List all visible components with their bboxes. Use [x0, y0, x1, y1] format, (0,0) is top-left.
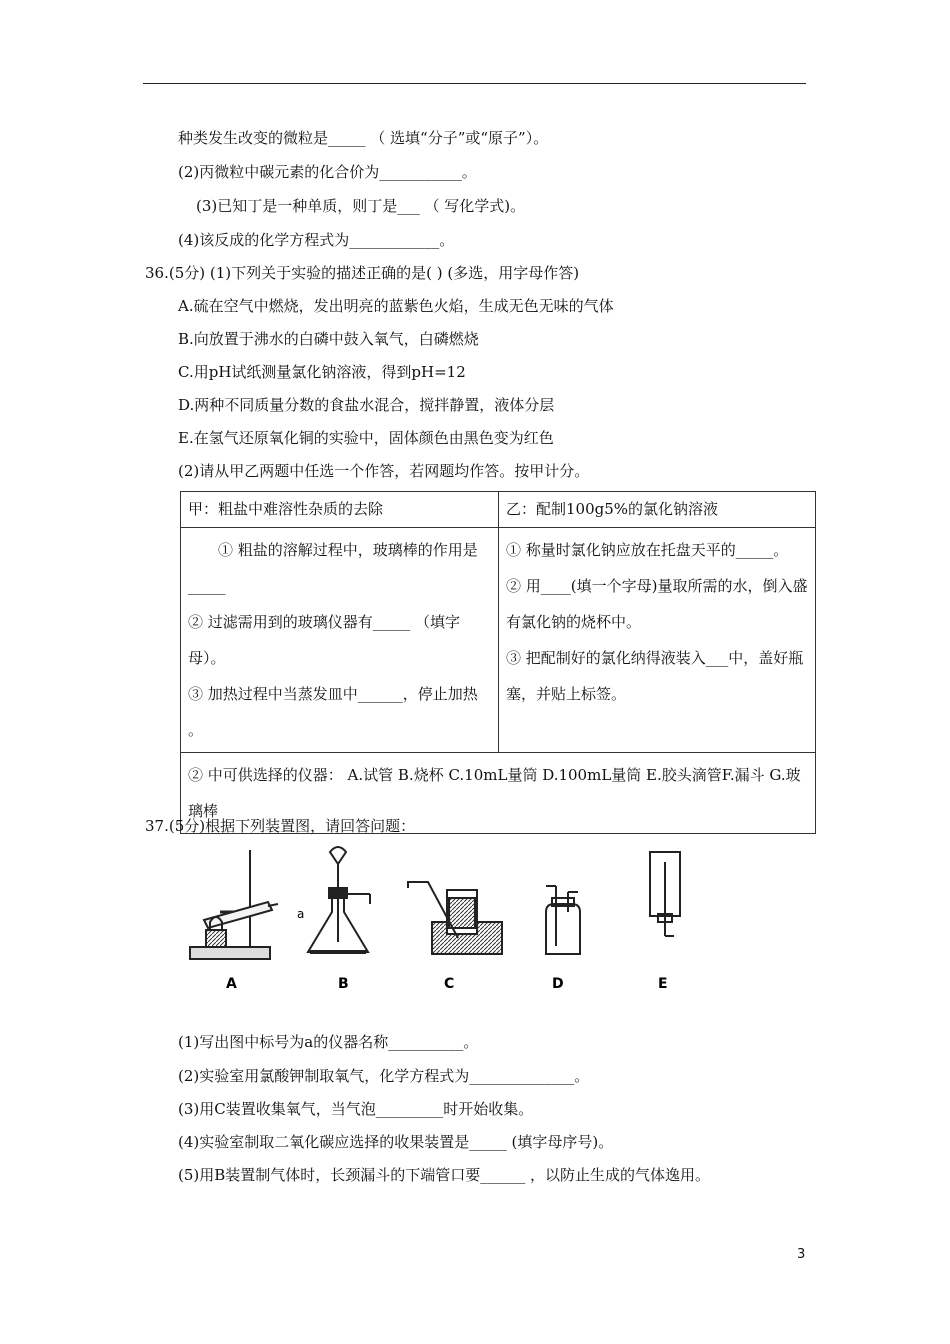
- q36-option-a: A.硫在空气中燃烧，发出明亮的蓝紫色火焰，生成无色无味的气体: [178, 297, 614, 315]
- q36-part2-instruction: (2)请从甲乙两题中任选一个作答，若网题均作答。按甲计分。: [178, 462, 590, 480]
- q37-question-5: (5)用B装置制气体时，长颈漏斗的下端管口要______ ，以防止生成的气体逸用。: [178, 1166, 711, 1184]
- yi-body: [499, 528, 816, 753]
- jia-item-1: ① 粗盐的溶解过程中，玻璃棒的作用是_____: [188, 541, 478, 595]
- marker-a-label: a: [297, 907, 305, 921]
- yi-item-1: ① 称量时氯化钠应放在托盘天平的_____。: [506, 541, 789, 559]
- apparatus-label-c: C: [444, 976, 455, 992]
- q37-question-1: (1)写出图中标号为a的仪器名称__________。: [178, 1033, 479, 1051]
- jia-title: 甲：粗盐中难溶性杂质的去除: [181, 492, 499, 528]
- yi-item-3: ③ 把配制好的氯化纳得液装入___中，盖好瓶塞，并贴上标签。: [506, 649, 804, 703]
- q36-choice-table: [180, 491, 816, 834]
- jia-item-2: ② 过滤需用到的玻璃仪器有_____ （填字母）。: [188, 613, 461, 667]
- apparatus-label-d: D: [552, 976, 564, 992]
- yi-title: 乙：配制100g5%的氯化钠溶液: [499, 492, 816, 528]
- q37-question-3: (3)用C装置收集氧气，当气泡_________时开始收集。: [178, 1100, 534, 1118]
- q37-question-2: (2)实验室用氯酸钾制取氧气，化学方程式为______________。: [178, 1067, 590, 1085]
- q37-header: 37.(5分)根据下列装置图，请回答问题：: [145, 817, 416, 835]
- apparatus-c-drawing: [408, 882, 502, 954]
- yi-item-2: ② 用____(填一个字母)量取所需的水，倒入盛有氯化钠的烧杯中。: [506, 577, 808, 631]
- q35-line-3: (3)已知丁是一种单质，则丁是___ （ 写化学式)。: [196, 197, 526, 215]
- q36-option-c: C.用pH试纸测量氯化钠溶液，得到pH=12: [178, 363, 466, 381]
- apparatus-label-e: E: [658, 976, 668, 992]
- apparatus-label-b: B: [338, 976, 349, 992]
- q37-question-4: (4)实验室制取二氧化碳应选择的收果装置是_____ (填字母序号)。: [178, 1133, 614, 1151]
- jia-item-3: ③ 加热过程中当蒸发皿中______，停止加热 。: [188, 685, 478, 739]
- apparatus-figure: [180, 842, 720, 1004]
- instrument-list: ② 中可供选择的仪器： A.试管 B.烧杯 C.10mL量筒 D.100mL量筒 E.胶头滴管F.漏斗 G.玻璃棒: [181, 753, 816, 834]
- header-rule: [143, 83, 806, 84]
- q35-line-2: (2)丙微粒中碳元素的化合价为___________。: [178, 163, 477, 181]
- apparatus-b-drawing: [308, 847, 370, 952]
- q36-option-d: D.两种不同质量分数的食盐水混合，搅拌静置，液体分层: [178, 396, 555, 414]
- q35-line-4: (4)该反成的化学方程式为____________。: [178, 231, 455, 249]
- q36-option-b: B.向放置于沸水的白磷中鼓入氧气，白磷燃烧: [178, 330, 479, 348]
- apparatus-e-drawing: [650, 852, 680, 936]
- apparatus-a-drawing: [190, 850, 278, 959]
- q35-line-1: 种类发生改变的微粒是_____ （ 选填“分子”或“原子”）。: [178, 129, 549, 147]
- page-number: 3: [797, 1247, 806, 1262]
- q36-option-e: E.在氢气还原氧化铜的实验中，固体颜色由黑色变为红色: [178, 429, 554, 447]
- q36-header: 36.(5分) (1)下列关于实验的描述正确的是( ) (多选，用字母作答): [145, 264, 580, 282]
- apparatus-label-a: A: [226, 976, 237, 992]
- apparatus-d-drawing: [546, 886, 580, 954]
- jia-body: [181, 528, 499, 753]
